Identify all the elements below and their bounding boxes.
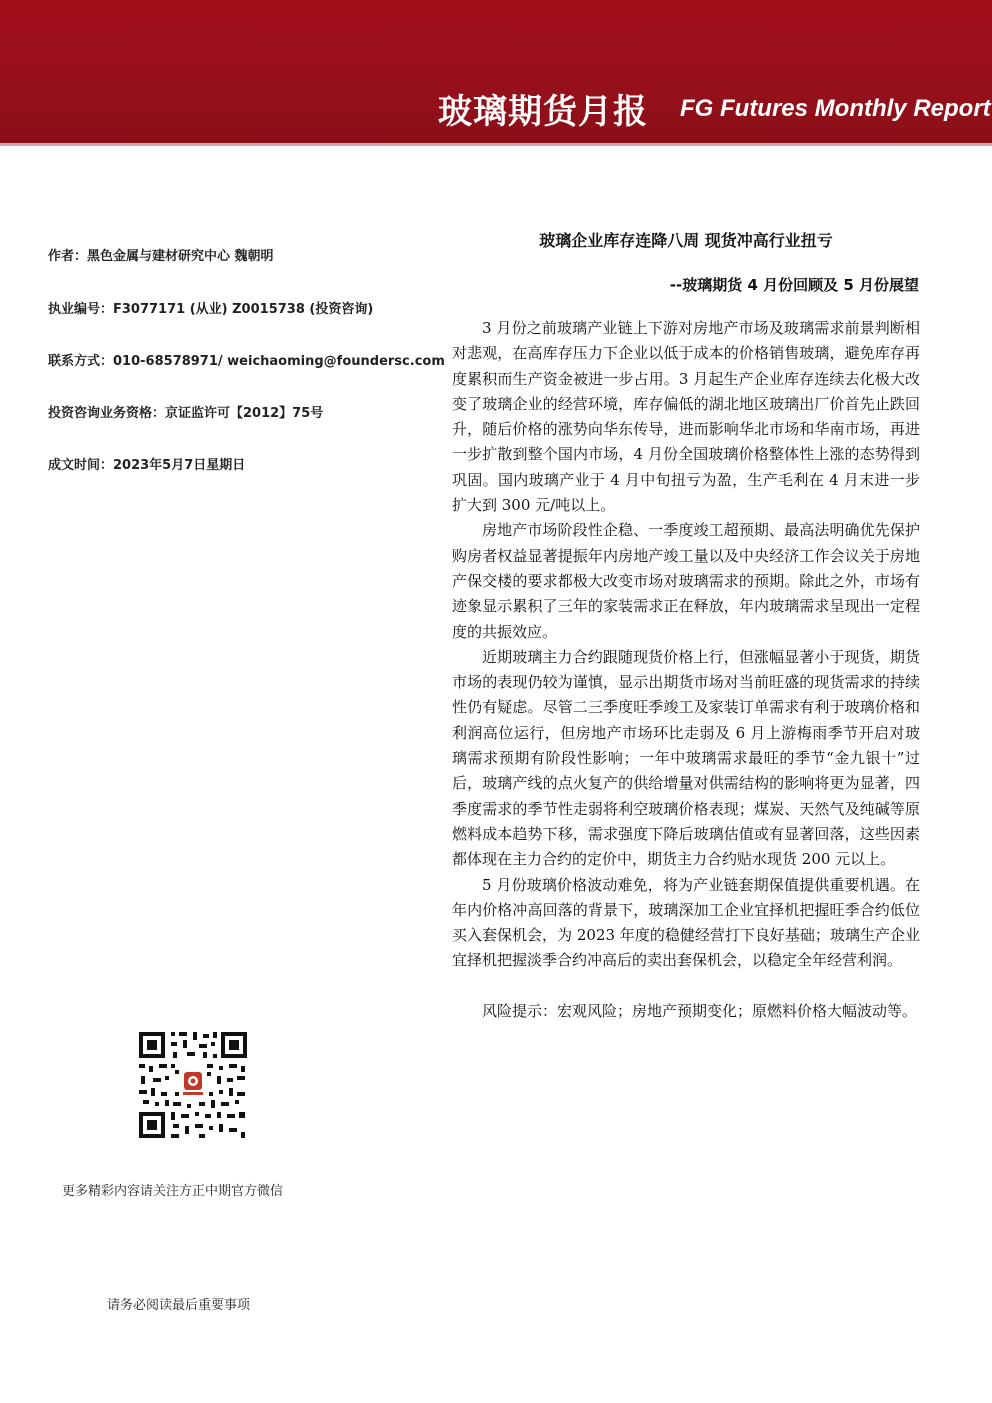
paragraph: 近期玻璃主力合约跟随现货价格上行，但涨幅显著小于现货，期货市场的表现仍较为谨慎，显示出期货市场对当前旺盛的现货需求的持续性仍有疑虑。尽管二三季度旺季竣工及家装订单需求有利于玻璃价格和利润高位运行，但房地产市场环比走弱及 6 月上游梅雨季节开启对玻璃需求预期有阶段性影响；一年中玻璃需求最旺的季节“金九银十”过后，玻璃产线的点火复产的供给增量对供需结构的影响将更为显著，四季度需求的季节性走弱将利空玻璃价格表现；煤炭、天然气及纯碱等原燃料成本趋势下移，需求强度下降后玻璃估值或有显著回落，这些因素都体现在主力合约的定价中，期货主力合约贴水现货 200 元以上。 <box>452 647 920 869</box>
author-line: 作者：黑色金属与建材研究中心 魏朝明 <box>48 249 274 264</box>
qr-caption: 更多精彩内容请关注方正中期官方微信 <box>62 1184 284 1199</box>
date-line: 成文时间：2023年5月7日星期日 <box>48 458 246 473</box>
footer-note: 请务必阅读最后重要事项 <box>107 1298 251 1313</box>
article-subtitle: --玻璃期货 4 月份回顾及 5 月份展望 <box>669 276 919 294</box>
paragraph: 5 月份玻璃价格波动难免，将为产业链套期保值提供重要机遇。在年内价格冲高回落的背景下，玻璃深加工企业宜择机把握旺季合约低位买入套保机会，为 2023 年度的稳健经营打下良好基础；玻璃生产企业宜择机把握淡季合约冲高后的卖出套保机会，以稳定全年经营利润。 <box>452 875 920 970</box>
article-body <box>452 316 920 1024</box>
qualification-line: 投资咨询业务资格：京证监许可【2012】75号 <box>48 406 324 421</box>
report-title-cn: 玻璃期货月报 <box>438 92 648 132</box>
qr-code-icon <box>137 1030 249 1140</box>
article-title: 玻璃企业库存连降八周 现货冲高行业扭亏 <box>539 231 833 250</box>
license-line: 执业编号：F3077171 (从业) Z0015738 (投资咨询) <box>48 302 374 317</box>
risk-note: 风险提示：宏观风险；房地产预期变化；原燃料价格大幅波动等。 <box>482 1001 918 1020</box>
paragraph: 3 月份之前玻璃产业链上下游对房地产市场及玻璃需求前景判断相对悲观，在高库存压力下企业以低于成本的价格销售玻璃，避免库存再度累积而生产资金被进一步占用。3 月起生产企业库存连续去化极大改变了玻璃企业的经营环境，库存偏低的湖北地区玻璃出厂价首先止跌回升，随后价格的涨势向华东传导，进而影响华北市场和华南市场，再进一步扩散到整个国内市场，4 月份全国玻璃价格整体性上涨的态势得到巩固。国内玻璃产业于 4 月中旬扭亏为盈，生产毛利在 4 月末进一步扩大到 300 元/吨以上。 <box>452 319 920 515</box>
contact-line: 联系方式：010-68578971/ weichaoming@foundersc.com <box>48 354 445 369</box>
report-title-en: FG Futures Monthly Report <box>680 95 991 122</box>
header-divider <box>0 143 992 146</box>
paragraph: 房地产市场阶段性企稳、一季度竣工超预期、最高法明确优先保护购房者权益显著提振年内房地产竣工量以及中央经济工作会议关于房地产保交楼的要求都极大改变市场对玻璃需求的预期。除此之外，市场有迹象显示累积了三年的家装需求正在释放，年内玻璃需求呈现出一定程度的共振效应。 <box>452 521 920 641</box>
